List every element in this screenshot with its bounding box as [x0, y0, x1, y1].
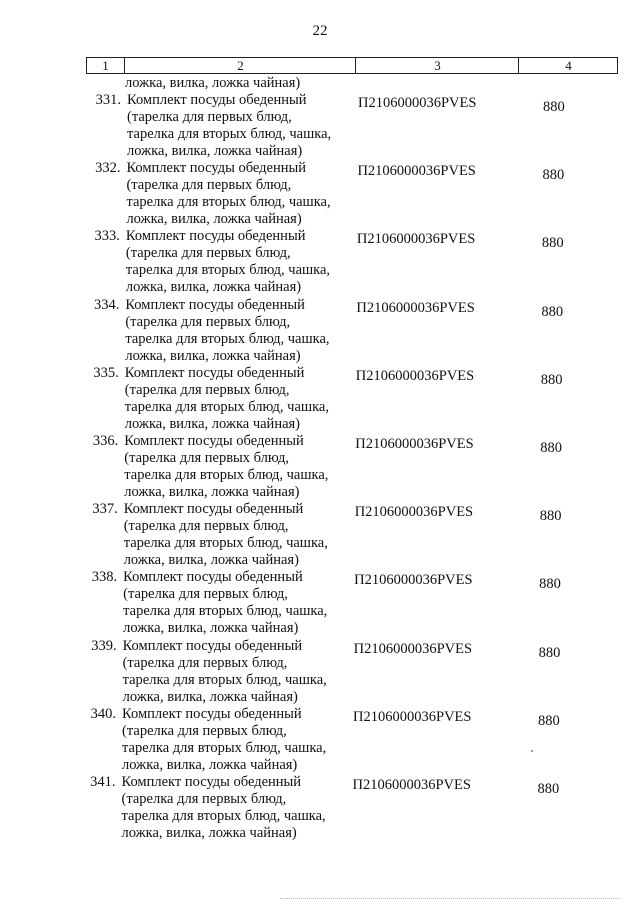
description-line: ложка, вилка, ложка чайная)	[126, 211, 302, 228]
description-line: (тарелка для первых блюд,	[121, 790, 287, 807]
description-line: Комплект посуды обеденный	[124, 432, 304, 449]
row-number: 340.	[90, 705, 117, 722]
table-header	[86, 57, 618, 74]
item-code: П2106000036PVES	[353, 640, 473, 657]
item-price: 880	[540, 371, 563, 388]
continuation-line: ложка, вилка, ложка чайная)	[125, 75, 301, 91]
column-header-3: 3	[355, 58, 519, 73]
description-line: (тарелка для первых блюд,	[123, 518, 289, 535]
column-header-4: 4	[518, 58, 618, 73]
description-line: Комплект посуды обеденный	[125, 228, 306, 245]
item-description	[125, 365, 365, 433]
description-line: ложка, вилка, ложка чайная)	[127, 143, 303, 159]
row-number: 337.	[92, 501, 118, 518]
description-line: тарелка для вторых блюд, чашка,	[125, 262, 331, 279]
table-row	[0, 228, 640, 296]
row-number: 336.	[92, 432, 119, 449]
item-code: П2106000036PVES	[355, 435, 474, 452]
description-line: (тарелка для первых блюд,	[125, 313, 291, 330]
item-price: 880	[537, 780, 560, 797]
description-line: (тарелка для первых блюд,	[125, 245, 291, 262]
item-code: П2106000036PVES	[356, 231, 476, 248]
description-line: тарелка для вторых блюд, чашка,	[123, 603, 328, 620]
description-line: Комплект посуды обеденный	[122, 705, 302, 722]
description-line: (тарелка для первых блюд,	[124, 449, 290, 466]
item-price: 880	[543, 99, 565, 115]
description-line: ложка, вилка, ложка чайная)	[125, 279, 302, 296]
description-line: ложка, вилка, ложка чайная)	[123, 552, 299, 569]
item-description	[124, 433, 364, 501]
description-line: тарелка для вторых блюд, чашка,	[124, 466, 329, 483]
description-line: тарелка для вторых блюд, чашка,	[126, 194, 331, 211]
table-body	[0, 92, 640, 842]
item-code: П2106000036PVES	[358, 95, 477, 111]
row-number: 334.	[93, 296, 120, 313]
description-line: тарелка для вторых блюд, чашка,	[124, 398, 329, 415]
item-code: П2106000036PVES	[354, 504, 474, 521]
table-row	[0, 92, 640, 160]
description-line: (тарелка для первых блюд,	[122, 722, 287, 739]
description-line: тарелка для вторых блюд, чашка,	[121, 807, 326, 824]
row-number: 335.	[93, 364, 119, 381]
item-description	[122, 706, 362, 774]
item-description	[126, 228, 366, 296]
row-number: 341.	[90, 773, 116, 790]
row-number: 339.	[91, 637, 117, 654]
table-row	[0, 433, 640, 501]
item-price: 880	[538, 712, 560, 729]
description-line: Комплект посуды обеденный	[126, 160, 306, 177]
item-price: 880	[538, 644, 561, 661]
table-row	[0, 638, 640, 706]
description-line: тарелка для вторых блюд, чашка,	[125, 330, 330, 347]
description-line: (тарелка для первых блюд,	[124, 381, 290, 398]
item-description	[125, 297, 365, 365]
item-description	[123, 569, 363, 637]
description-line: тарелка для вторых блюд, чашка,	[127, 126, 332, 142]
item-price: 880	[539, 576, 561, 593]
row-number: 333.	[94, 228, 120, 245]
item-code: П2106000036PVES	[354, 572, 473, 589]
item-description	[126, 160, 366, 228]
item-price: 880	[539, 508, 562, 525]
row-number: 331.	[95, 92, 121, 108]
description-line: (тарелка для первых блюд,	[127, 109, 292, 125]
table-row	[0, 365, 640, 433]
description-line: ложка, вилка, ложка чайная)	[122, 688, 298, 705]
description-line: Комплект посуды обеденный	[125, 296, 305, 313]
column-header-1: 1	[102, 58, 109, 73]
item-description	[124, 501, 364, 569]
item-price: 880	[541, 235, 564, 252]
table-row	[0, 501, 640, 569]
item-code: П2106000036PVES	[356, 299, 475, 316]
description-line: (тарелка для первых блюд,	[122, 654, 288, 671]
row-number: 332.	[95, 160, 121, 177]
scan-artifact-line	[280, 898, 620, 900]
description-line: Комплект посуды обеденный	[123, 501, 304, 518]
row-number: 338.	[91, 569, 118, 586]
item-code: П2106000036PVES	[352, 776, 471, 793]
description-line: тарелка для вторых блюд, чашка,	[123, 535, 328, 552]
item-code: П2106000036PVES	[355, 367, 475, 384]
description-line: тарелка для вторых блюд, чашка,	[122, 671, 327, 688]
description-line: Комплект посуды обеденный	[124, 364, 305, 381]
table-row	[0, 774, 640, 842]
item-description	[127, 92, 367, 160]
item-code: П2106000036PVES	[357, 163, 476, 180]
description-line: Комплект посуды обеденный	[121, 773, 302, 790]
item-price: 880	[540, 439, 562, 456]
description-line: ложка, вилка, ложка чайная)	[122, 756, 298, 773]
description-line: Комплект посуды обеденный	[123, 569, 303, 586]
item-price: 880	[542, 167, 565, 184]
description-line: ложка, вилка, ложка чайная)	[121, 824, 297, 841]
table-row	[0, 706, 640, 774]
description-line: (тарелка для первых блюд,	[126, 177, 292, 194]
description-line: ложка, вилка, ложка чайная)	[123, 620, 299, 637]
description-line: Комплект посуды обеденный	[127, 92, 307, 108]
page-number: 22	[312, 23, 328, 39]
table-row	[0, 160, 640, 228]
item-description	[123, 638, 363, 706]
description-line: Комплект посуды обеденный	[122, 637, 303, 654]
table-row	[0, 297, 640, 365]
description-line: ложка, вилка, ложка чайная)	[124, 415, 301, 432]
description-line: (тарелка для первых блюд,	[123, 586, 288, 603]
description-line: тарелка для вторых блюд, чашка,	[122, 739, 327, 756]
item-price: 880	[541, 303, 564, 320]
table-row	[0, 569, 640, 637]
column-header-2: 2	[124, 58, 356, 73]
description-line: ложка, вилка, ложка чайная)	[124, 483, 300, 500]
item-code: П2106000036PVES	[353, 708, 472, 725]
item-description	[122, 774, 362, 842]
description-line: ложка, вилка, ложка чайная)	[125, 347, 301, 364]
scan-speck	[531, 750, 533, 752]
